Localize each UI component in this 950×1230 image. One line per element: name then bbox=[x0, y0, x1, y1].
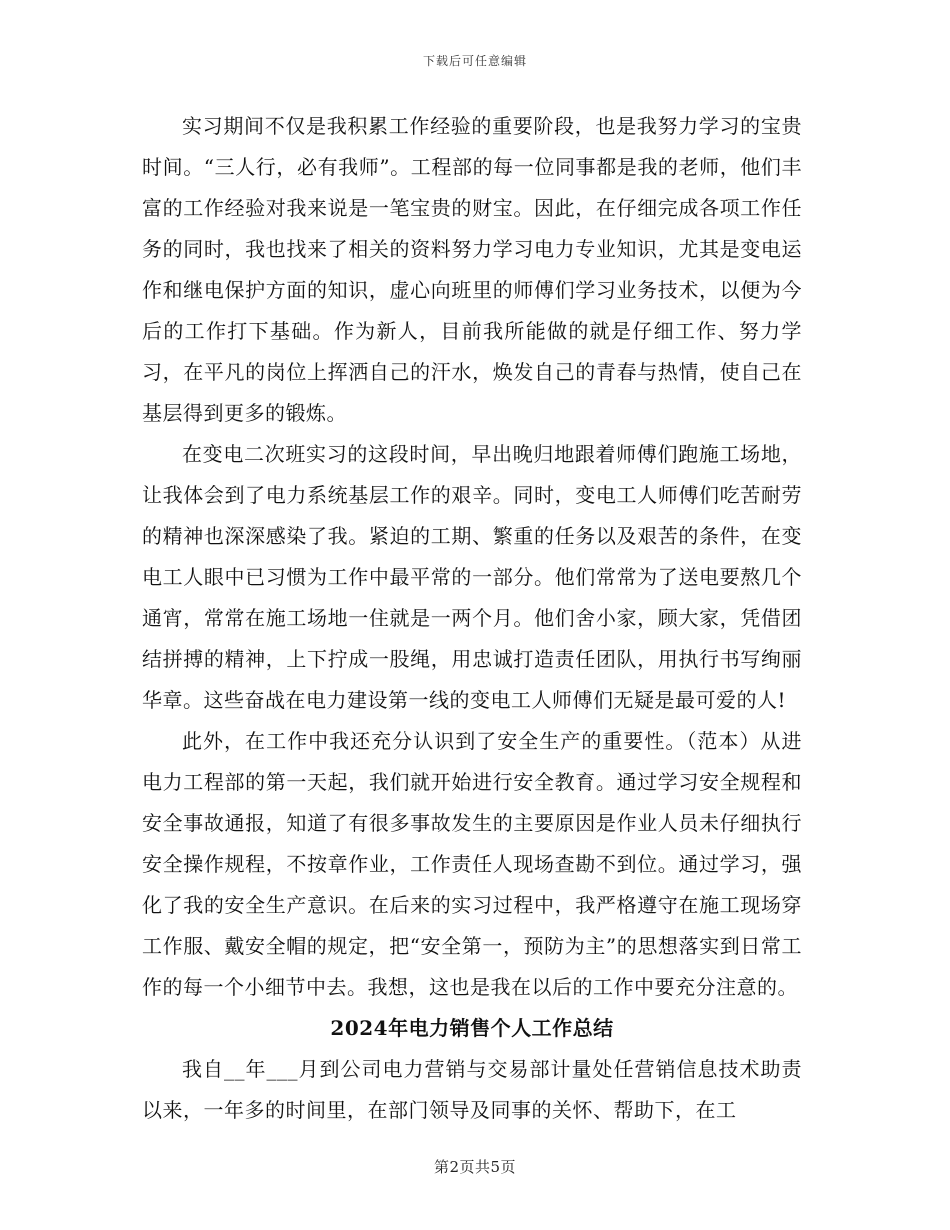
header-note: 下载后可任意编辑 bbox=[422, 54, 527, 68]
paragraph-summary-intro: 我自__年___月到公司电力营销与交易部计量处任营销信息技术助责以来，一年多的时间里，在部门领导及同事的关怀、帮助下，在工 bbox=[142, 1057, 802, 1122]
document-body bbox=[142, 106, 802, 1131]
section-title: 2024年电力销售个人工作总结 bbox=[330, 1016, 614, 1040]
page-number: 第2页共5页 bbox=[433, 1158, 517, 1176]
paragraph-safety: 此外，在工作中我还充分认识到了安全生产的重要性。（范本）从进电力工程部的第一天起，我们就开始进行安全教育。通过学习安全规程和安全事故通报，知道了有很多事故发生的主要原因是作业人员未仔细执行安全操作规程，不按章作业，工作责任人现场查勘不到位。通过学习，强化了我的安全生产意识。在后来的实习过程中，我严格遵守在施工现场穿工作服、戴安全帽的规定，把“安全第一，预防为主”的思想落实到日常工作的每一个小细节中去。我想，这也是我在以后的工作中要充分注意的。 bbox=[142, 729, 802, 999]
paragraph-substation-work: 在变电二次班实习的这段时间，早出晚归地跟着师傅们跑施工场地，让我体会到了电力系统基层工作的艰辛。同时，变电工人师傅们吃苦耐劳的精神也深深感染了我。紧迫的工期、繁重的任务以及艰苦的条件，在变电工人眼中已习惯为工作中最平常的一部分。他们常常为了送电要熬几个通宵，常常在施工场地一住就是一两个月。他们舍小家，顾大家，凭借团结拼搏的精神，上下拧成一股绳，用忠诚打造责任团队，用执行书写绚丽华章。这些奋战在电力建设第一线的变电工人师傅们无疑是最可爱的人! bbox=[142, 442, 802, 712]
paragraph-internship-learning: 实习期间不仅是我积累工作经验的重要阶段，也是我努力学习的宝贵时间。“三人行，必有我师”。工程部的每一位同事都是我的老师，他们丰富的工作经验对我来说是一笔宝贵的财宝。因此，在仔细完成各项工作任务的同时，我也找来了相关的资料努力学习电力专业知识，尤其是变电运作和继电保护方面的知识，虚心向班里的师傅们学习业务技术，以便为今后的工作打下基础。作为新人，目前我所能做的就是仔细工作、努力学习，在平凡的岗位上挥洒自己的汗水，焕发自己的青春与热情，使自己在基层得到更多的锻炼。 bbox=[142, 114, 802, 425]
